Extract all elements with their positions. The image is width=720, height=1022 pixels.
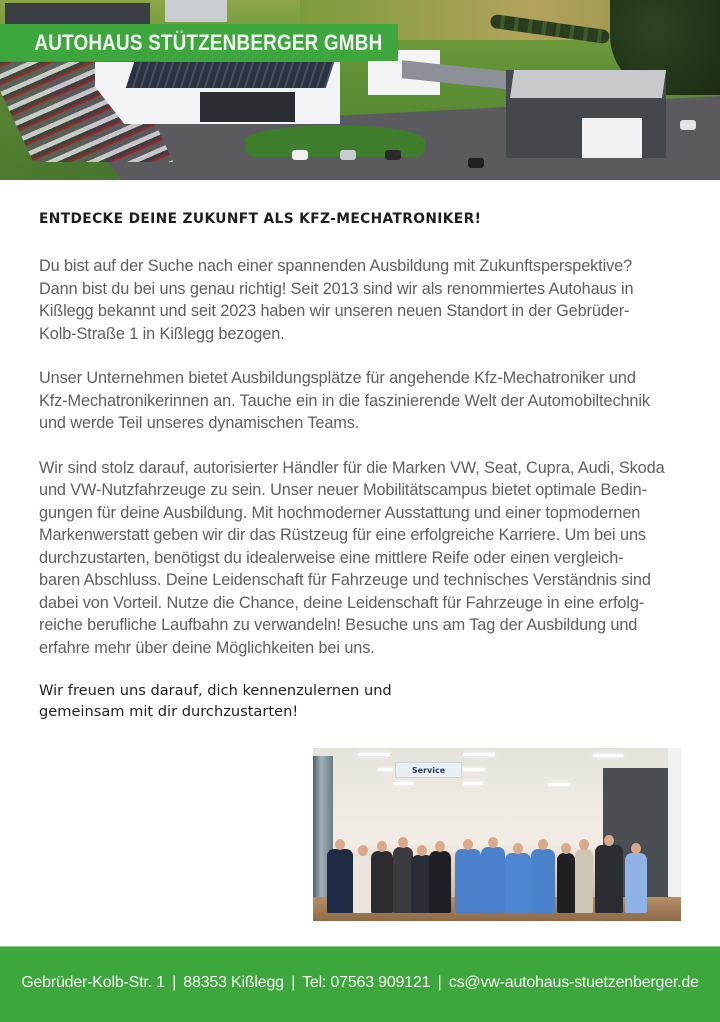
paragraph-offer (39, 367, 682, 435)
paragraph-details (39, 457, 682, 660)
photo-person (595, 845, 623, 913)
text-line: gungen für deine Ausbildung. Mit hochmoderner Ausstattung und einer topmodernen (39, 503, 641, 522)
photo-person-head (488, 837, 498, 848)
text-line: Kißlegg bekannt und seit 2023 haben wir unseren neuen Standort in der Gebrüder- (39, 302, 630, 320)
photo-person-head (631, 843, 641, 854)
photo-person (575, 849, 593, 913)
footer-separator: | (172, 973, 177, 991)
photo-car (468, 158, 484, 168)
footer-contact-bar (0, 946, 720, 1022)
photo-glass-front (200, 92, 295, 122)
photo-person (505, 853, 531, 913)
photo-person-head (513, 843, 523, 854)
photo-person-head (377, 841, 387, 852)
hero-aerial-photo (0, 0, 720, 180)
photo-ceiling-light (378, 768, 393, 771)
text-line: durchzustarten, benötigst du idealerweise eine mittlere Reife oder einen vergleich- (39, 548, 624, 567)
photo-gray-roof (510, 70, 666, 98)
photo-person-head (398, 837, 408, 848)
photo-person (429, 851, 451, 913)
text-line: Kolb-Straße 1 in Kißlegg bezogen. (39, 324, 285, 343)
closing-statement (39, 680, 439, 722)
text-line: Markenwerstatt geben wir dir das Rüstzeug für eine erfolgreiche Karriere. Um bei uns (39, 526, 646, 544)
company-title: AUTOHAUS STÜTZENBERGER GMBH (34, 29, 383, 55)
photo-person (327, 849, 353, 913)
photo-wall-edge (668, 748, 681, 921)
photo-person (455, 849, 481, 913)
team-photo (313, 748, 681, 921)
text-line: Wir sind stolz darauf, autorisierter Händler für die Marken VW, Seat, Cupra, Audi, Skoda (39, 458, 665, 477)
photo-person-head (561, 843, 571, 854)
footer-city: 88353 Kißlegg (183, 973, 284, 991)
closing-line: Wir freuen uns darauf, dich kennenzulernen und (39, 682, 392, 699)
photo-person-head (538, 839, 548, 850)
photo-ceiling-light (463, 768, 485, 771)
footer-address: Gebrüder-Kolb-Str. 1 (21, 973, 165, 991)
photo-person-head (417, 845, 427, 856)
text-line: und VW-Nutzfahrzeuge zu sein. Unser neuer Mobilitätscampus bietet optimale Bedin- (39, 481, 647, 499)
photo-person-head (463, 839, 473, 850)
photo-person-head (335, 839, 345, 850)
photo-ceiling-light (593, 754, 623, 757)
photo-person (557, 853, 575, 913)
photo-person (481, 847, 505, 913)
photo-person-head (579, 839, 589, 850)
text-line: Kfz-Mechatronikerinnen an. Tauche ein in die faszinierende Welt der Automobiltechnik (39, 391, 650, 410)
footer-email[interactable]: cs@vw-autohaus-stuetzenberger.de (448, 973, 699, 991)
text-line: Du bist auf der Suche nach einer spannenden Ausbildung mit Zukunftsperspektive? (39, 257, 633, 275)
photo-car (292, 150, 308, 160)
text-line: Unser Unternehmen bietet Ausbildungsplätze für angehende Kfz-Mechatroniker und (39, 369, 636, 387)
photo-person (353, 855, 373, 913)
photo-white-block (582, 118, 642, 158)
photo-ceiling-light (463, 782, 483, 785)
paragraph-intro (39, 255, 682, 345)
photo-car (680, 120, 696, 130)
text-line: baren Abschluss. Deine Leidenschaft für Fahrzeuge und technisches Verständnis sind (39, 571, 651, 589)
closing-line: gemeinsam mit dir durchzustarten! (39, 703, 299, 720)
text-line: dabei von Vorteil. Nutze die Chance, deine Leidenschaft für Fahrzeuge in eine erfolg- (39, 593, 645, 612)
article (39, 209, 682, 722)
photo-solar-roof (126, 62, 334, 88)
photo-ceiling-light (463, 753, 495, 756)
photo-person-head (604, 835, 614, 846)
footer-separator: | (291, 973, 296, 991)
article-headline: ENTDECKE DEINE ZUKUNFT ALS KFZ-MECHATRONIKER! (39, 211, 482, 227)
company-banner (0, 24, 398, 61)
photo-car (340, 150, 356, 160)
text-line: Dann bist du bei uns genau richtig! Seit 2013 sind wir als renommiertes Autohaus in (39, 279, 634, 298)
photo-person-head (358, 845, 368, 856)
photo-ceiling-light (358, 753, 390, 756)
text-line: reiche berufliche Laufbahn zu verwandeln! Besuche uns am Tag der Ausbildung und (39, 616, 638, 634)
photo-ceiling-light (548, 783, 570, 786)
photo-person-head (435, 841, 445, 852)
photo-ceiling-light (393, 782, 413, 785)
footer-separator: | (437, 973, 442, 991)
photo-person (371, 851, 393, 913)
photo-back-building (5, 3, 150, 25)
text-line: erfahre mehr über deine Möglichkeiten bei uns. (39, 638, 375, 657)
photo-tower (165, 0, 227, 22)
text-line: und werde Teil unseres dynamischen Teams. (39, 414, 360, 432)
photo-person (531, 849, 555, 913)
footer-contact-info (21, 974, 699, 992)
footer-phone[interactable]: Tel: 07563 909121 (302, 973, 431, 991)
photo-person (625, 853, 647, 913)
service-sign: Service (395, 762, 462, 778)
photo-person (393, 847, 413, 913)
photo-car (385, 150, 401, 160)
